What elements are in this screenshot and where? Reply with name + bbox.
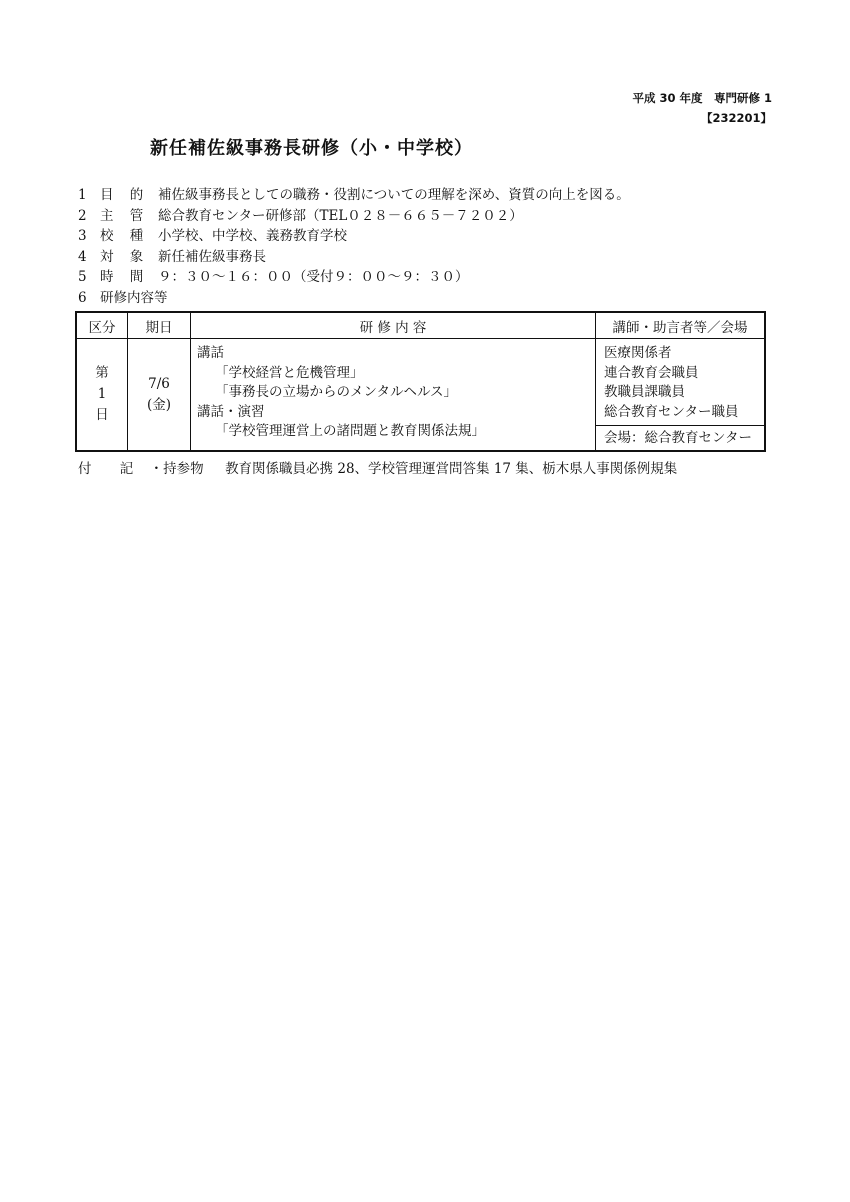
content-cell [191,339,596,452]
content-line: 講話・演習 [197,403,265,420]
header-division: 区分 [76,312,128,339]
outline-item-content: 6 研修内容等 [78,289,168,306]
content-line: 「学校経営と危機管理」 [215,364,364,381]
table-row [76,339,765,452]
outline-item-target: 4 対 象 新任補佐級事務長 [78,248,266,265]
page-title: 新任補佐級事務長研修（小・中学校） [150,138,473,159]
header-date: 期日 [128,312,191,339]
venue-label: 会場：総合教育センター [596,425,764,450]
lecturers-cell [596,339,766,452]
lecturer-list [596,339,764,425]
outline-item-purpose: 1 目 的 補佐級事務長としての職務・役割についての理解を深め、資質の向上を図る。 [78,187,630,203]
footnote-label: 付 記 [78,461,146,477]
outline-item-organizer: 2 主 管 総合教育センター研修部（TEL０２８－６６５－７２０２） [78,207,523,224]
course-code: 【232201】 [700,111,772,125]
lecturer-item: 医療関係者 [604,345,672,361]
schedule-table [75,311,766,452]
footnote-text: 教育関係職員必携 28、学校管理運営問答集 17 集、栃木県人事関係例規集 [225,461,678,477]
footnote-item: ・持参物 [149,461,204,477]
footnote [78,457,677,477]
content-line: 「学校管理運営上の諸問題と教育関係法規」 [215,423,485,439]
lecturer-item: 総合教育センター職員 [604,403,739,420]
content-line: 「事務長の立場からのメンタルヘルス」 [215,384,458,400]
lecturer-item: 教職員課職員 [604,384,685,400]
outline-item-school-type: 3 校 種 小学校、中学校、義務教育学校 [78,228,347,244]
outline-list [78,185,630,308]
fiscal-year-label: 平成 30 年度 専門研修 1 [632,91,772,105]
header-lecturers: 講師・助言者等／会場 [596,312,766,339]
header-content: 研 修 内 容 [191,312,596,339]
lecturer-item: 連合教育会職員 [604,364,699,381]
document-header [632,88,772,128]
division-cell: 第 1 日 [76,339,128,452]
table-header-row [76,312,765,339]
content-line: 講話 [197,345,224,361]
date-cell: 7/6 (金) [128,339,191,452]
outline-item-time: 5 時 間 ９：３０～１６：００（受付９：００～９：３０） [78,269,469,285]
